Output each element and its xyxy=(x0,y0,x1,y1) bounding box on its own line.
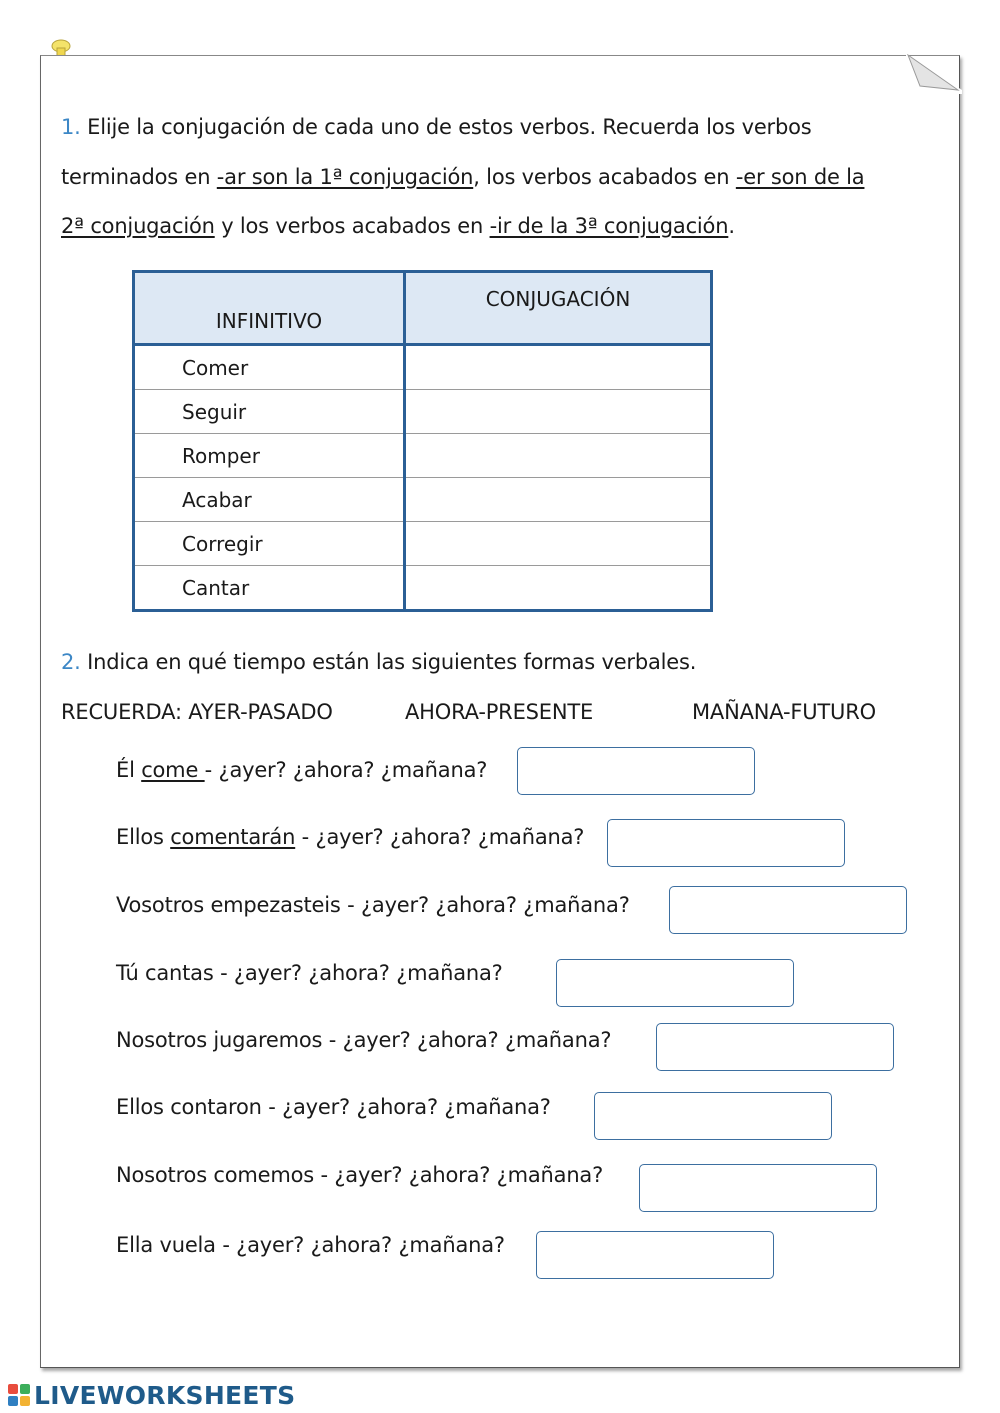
answer-input-4[interactable] xyxy=(556,959,794,1007)
question-6: Ellos contaron - ¿ayer? ¿ahora? ¿mañana? xyxy=(116,1095,551,1119)
exercise1-number: 1. xyxy=(61,115,81,139)
brand-name: LIVEWORKSHEETS xyxy=(34,1380,296,1410)
reminder-future: MAÑANA-FUTURO xyxy=(692,700,876,724)
conjugation-answer-cell[interactable] xyxy=(405,434,712,478)
question-choices: - ¿ayer? ¿ahora? ¿mañana? xyxy=(204,758,488,782)
question-3: Vosotros empezasteis - ¿ayer? ¿ahora? ¿mañana? xyxy=(116,893,630,917)
third-conjugation-rule: -ir de la 3ª conjugación xyxy=(489,214,729,238)
question-4: Tú cantas - ¿ayer? ¿ahora? ¿mañana? xyxy=(116,961,503,985)
question-1 xyxy=(116,758,487,782)
answer-input-3[interactable] xyxy=(669,886,907,934)
infinitive-cell: Acabar xyxy=(134,478,405,522)
second-conjugation-rule-part1: -er son de la xyxy=(735,165,865,189)
answer-input-8[interactable] xyxy=(536,1231,774,1279)
exercise1-text-2a: terminados en xyxy=(61,165,217,189)
exercise2-number: 2. xyxy=(61,650,81,674)
answer-input-2[interactable] xyxy=(607,819,845,867)
question-2 xyxy=(116,825,584,849)
conjugation-answer-cell[interactable] xyxy=(405,345,712,390)
table-row xyxy=(134,390,712,434)
question-5: Nosotros jugaremos - ¿ayer? ¿ahora? ¿mañana? xyxy=(116,1028,612,1052)
exercise2-instruction-line xyxy=(61,650,696,674)
table-row xyxy=(134,345,712,390)
table-row xyxy=(134,478,712,522)
conjugation-answer-cell[interactable] xyxy=(405,478,712,522)
conjugation-table xyxy=(132,270,713,612)
exercise1-text-3b: y los verbos acabados en xyxy=(214,214,490,238)
conjugation-answer-cell[interactable] xyxy=(405,522,712,566)
answer-input-6[interactable] xyxy=(594,1092,832,1140)
infinitive-cell: Cantar xyxy=(134,566,405,611)
page-curl-icon xyxy=(906,54,962,94)
header-infinitive: INFINITIVO xyxy=(134,272,405,345)
exercise1-text-2b: , los verbos acabados en xyxy=(473,165,736,189)
question-choices: - ¿ayer? ¿ahora? ¿mañana? xyxy=(295,825,585,849)
header-conjugation: CONJUGACIÓN xyxy=(405,272,712,345)
infinitive-cell: Comer xyxy=(134,345,405,390)
answer-input-5[interactable] xyxy=(656,1023,894,1071)
infinitive-cell: Seguir xyxy=(134,390,405,434)
exercise1-text-3c: . xyxy=(728,214,735,238)
question-7: Nosotros comemos - ¿ayer? ¿ahora? ¿mañana? xyxy=(116,1163,604,1187)
exercise1-line2 xyxy=(61,165,864,189)
exercise2-instruction: Indica en qué tiempo están las siguientes formas verbales. xyxy=(87,650,697,674)
infinitive-cell: Corregir xyxy=(134,522,405,566)
exercise1-text-1: Elije la conjugación de cada uno de estos verbos. Recuerda los verbos xyxy=(87,115,812,139)
conjugation-answer-cell[interactable] xyxy=(405,390,712,434)
infinitive-cell: Romper xyxy=(134,434,405,478)
reminder-present: AHORA-PRESENTE xyxy=(405,700,594,724)
table-row xyxy=(134,522,712,566)
liveworksheets-logo[interactable] xyxy=(8,1380,295,1410)
question-verb: comentarán xyxy=(170,825,296,849)
exercise1-line3 xyxy=(61,214,735,238)
table-row xyxy=(134,566,712,611)
conjugation-answer-cell[interactable] xyxy=(405,566,712,611)
question-verb: come xyxy=(141,758,205,782)
liveworksheets-logo-icon xyxy=(8,1384,30,1406)
answer-input-7[interactable] xyxy=(639,1164,877,1212)
table-row xyxy=(134,434,712,478)
question-subject: Ellos xyxy=(116,825,171,849)
question-subject: Él xyxy=(116,758,142,782)
answer-input-1[interactable] xyxy=(517,747,755,795)
first-conjugation-rule: -ar son la 1ª conjugación xyxy=(216,165,474,189)
second-conjugation-rule-part2: 2ª conjugación xyxy=(61,214,215,238)
question-8: Ella vuela - ¿ayer? ¿ahora? ¿mañana? xyxy=(116,1233,505,1257)
reminder-past: RECUERDA: AYER-PASADO xyxy=(61,700,333,724)
exercise1-line1 xyxy=(61,115,812,139)
